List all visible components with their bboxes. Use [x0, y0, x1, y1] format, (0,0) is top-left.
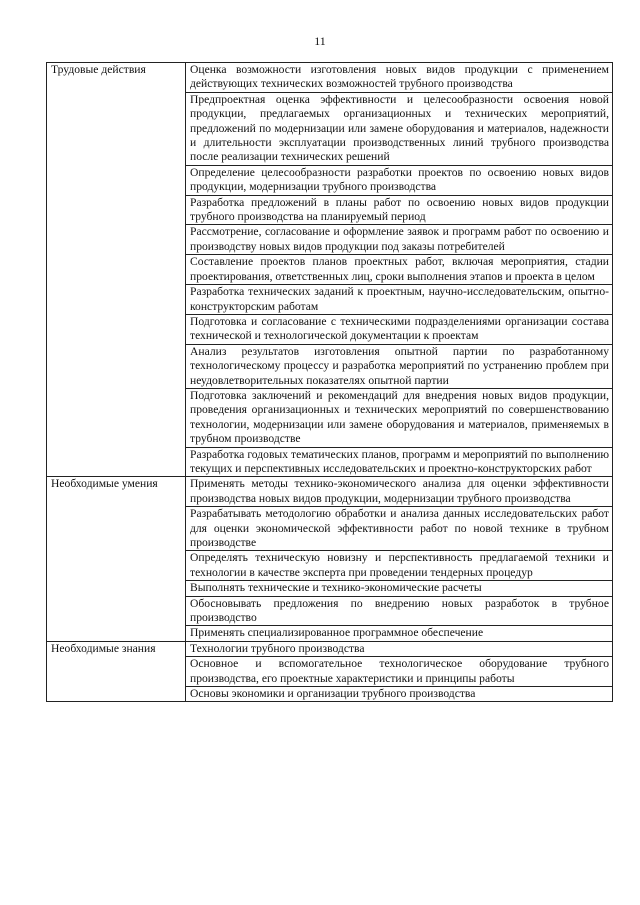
table-row [47, 641, 613, 656]
table-cell: Основы экономики и организации трубного производства [186, 687, 613, 702]
section-label-required-knowledge: Необходимые знания [47, 641, 186, 702]
table-row [47, 477, 613, 507]
table-cell: Разработка предложений в планы работ по освоению новых видов продукции трубного производства на планируемый период [186, 195, 613, 225]
page-number: 11 [314, 34, 326, 48]
labor-function-table [46, 62, 613, 702]
section-label-labor-actions: Трудовые действия [47, 63, 186, 477]
table-cell: Разрабатывать методологию обработки и анализа данных исследовательских работ для оценки экономической эффективности работ по новой технике в трубном производстве [186, 507, 613, 551]
table-cell: Выполнять технические и технико-экономические расчеты [186, 581, 613, 596]
table-cell: Составление проектов планов проектных работ, включая мероприятия, стадии проектирования, ответственных лиц, сроки выполнения этапов и проекта в целом [186, 255, 613, 285]
table-cell: Определять техническую новизну и перспективность предлагаемой техники и технологии в качестве эксперта при проведении тендерных процедур [186, 551, 613, 581]
table-cell: Основное и вспомогательное технологическое оборудование трубного производства, его проектные характеристики и принципы работы [186, 657, 613, 687]
table-cell: Оценка возможности изготовления новых видов продукции с применением действующих технических возможностей трубного производства [186, 63, 613, 93]
table-cell: Подготовка и согласование с техническими подразделениями организации состава технической и технологической документации к проектам [186, 314, 613, 344]
section-label-required-skills: Необходимые умения [47, 477, 186, 641]
table-cell: Технологии трубного производства [186, 641, 613, 656]
table-cell: Применять методы технико-экономического анализа для оценки эффективности производства новых видов продукции, модернизации трубного производства [186, 477, 613, 507]
table-cell: Обосновывать предложения по внедрению новых разработок в трубное производство [186, 596, 613, 626]
table-cell: Рассмотрение, согласование и оформление заявок и программ работ по освоению и производству новых видов продукции под заказы потребителей [186, 225, 613, 255]
table-row [47, 63, 613, 93]
table-cell: Определение целесообразности разработки проектов по освоению новых видов продукции, модернизации трубного производства [186, 165, 613, 195]
table-cell: Анализ результатов изготовления опытной партии по разработанному технологическому процессу и разработка мероприятий по устранению проблем при неудовлетворительных показателях опытной партии [186, 344, 613, 388]
table-body [47, 63, 613, 702]
table-cell: Применять специализированное программное обеспечение [186, 626, 613, 641]
table-cell: Предпроектная оценка эффективности и целесообразности освоения новой продукции, предлагаемых организационных и технических мероприятий, предложений по модернизации или замене оборудования и материалов, надежности и длительности эксплуатации производственных линий трубного производства после реализации технических решений [186, 92, 613, 165]
table-cell: Подготовка заключений и рекомендаций для внедрения новых видов продукции, проведения организационных и технических мероприятий по совершенствованию технологии, модернизации или замене оборудования и материалов, применяемых в трубном производстве [186, 388, 613, 447]
table-cell: Разработка технических заданий к проектным, научно-исследовательским, опытно-конструкторским работам [186, 285, 613, 315]
table-cell: Разработка годовых тематических планов, программ и мероприятий по выполнению текущих и перспективных исследовательских и проектно-конструкторских работ [186, 447, 613, 477]
